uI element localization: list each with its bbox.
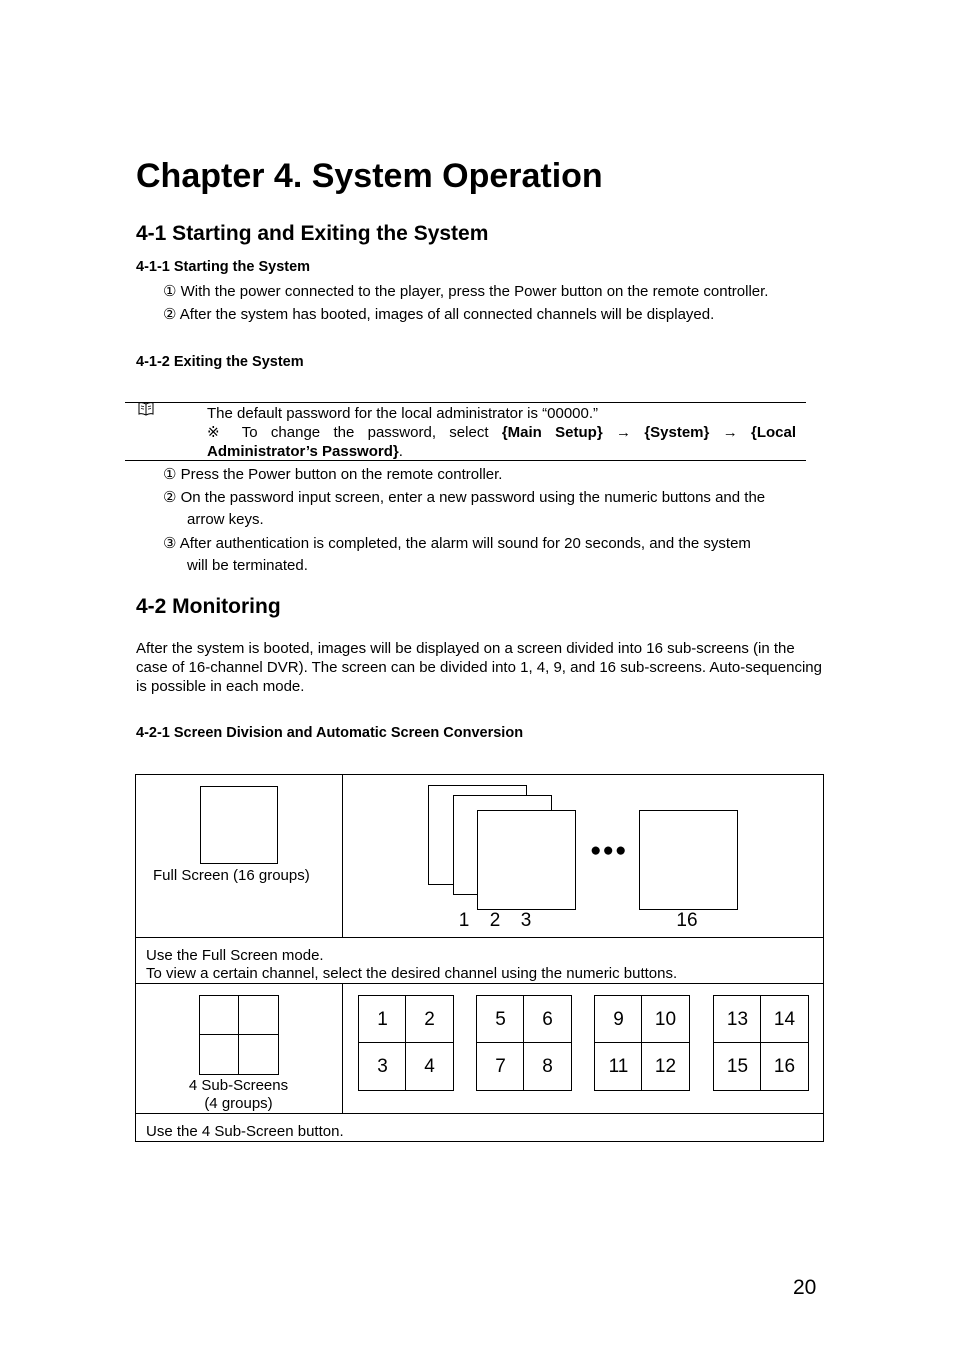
channel-number: 6 [542, 1009, 553, 1030]
monitoring-paragraph: After the system is booted, images will be displayed on a screen divided into 16 sub-screens (in the case of 16-channel DVR). The screen can be divided into 1, 4, 9, and 16 sub-screens. Auto-sequencing is possible in each mode. [136, 640, 822, 695]
full-screen-icon [200, 786, 278, 864]
sub4-desc: Use the 4 Sub-Screen button. [146, 1123, 344, 1140]
channel-number: 9 [613, 1009, 624, 1030]
quad-icon-divider [238, 995, 239, 1075]
arrow-right-icon: → [615, 424, 631, 441]
table-divider [135, 983, 824, 984]
chapter-title: Chapter 4. System Operation [136, 157, 603, 195]
quad-icon-divider [199, 1034, 279, 1035]
screen-number: 1 [458, 910, 470, 931]
table-divider [135, 1113, 824, 1114]
quad-group-3 [594, 995, 690, 1091]
menu-system: {System} [644, 424, 710, 441]
list-item: ② On the password input screen, enter a new password using the numeric buttons and the arrow keys. [163, 489, 766, 528]
ellipsis-icon: ●●● [590, 840, 628, 861]
screen-frame [477, 810, 576, 910]
channel-number: 3 [377, 1056, 388, 1077]
note-bottom-rule [125, 460, 806, 461]
note-line-1: The default password for the local administrator is “00000.” [207, 405, 599, 422]
full-screen-desc-1: Use the Full Screen mode. [146, 947, 324, 964]
channel-number: 5 [495, 1009, 506, 1030]
channel-number: 4 [424, 1056, 435, 1077]
subsection-4-1-1-title: 4-1-1 Starting the System [136, 259, 311, 275]
menu-local: {Local [751, 424, 797, 441]
channel-number: 7 [495, 1056, 506, 1077]
channel-number: 13 [726, 1009, 749, 1030]
page-number: 20 [793, 1276, 817, 1299]
note-text [207, 404, 796, 461]
table-divider [342, 774, 343, 937]
list-item: ① Press the Power button on the remote controller. [163, 466, 503, 483]
channel-number: 11 [608, 1056, 629, 1077]
note-line-2: ※ To change the password, select {Main Setup} → {System} → {Local [207, 424, 797, 441]
channel-number: 14 [773, 1009, 796, 1030]
channel-number: 16 [773, 1056, 796, 1077]
book-icon [138, 402, 154, 419]
quad-group-2 [476, 995, 572, 1091]
list-item: ① With the power connected to the player, press the Power button on the remote controller. [163, 283, 769, 300]
quad-group-4 [713, 995, 809, 1091]
note-line-3: Administrator’s Password}. [207, 443, 403, 460]
section-4-2-title: 4-2 Monitoring [136, 595, 281, 618]
channel-number: 1 [377, 1009, 388, 1030]
screen-number: 3 [520, 910, 532, 931]
note-top-rule [125, 402, 806, 403]
channel-number: 12 [654, 1056, 677, 1077]
sub4-label-2: (4 groups) [204, 1095, 273, 1112]
full-screen-desc-2: To view a certain channel, select the desired channel using the numeric buttons. [146, 965, 678, 982]
channel-number: 15 [726, 1056, 749, 1077]
menu-main-setup: {Main Setup} [501, 424, 603, 441]
quad-screen-icon [199, 995, 279, 1075]
section-4-1-title: 4-1 Starting and Exiting the System [136, 222, 489, 245]
table-divider [342, 983, 343, 1113]
table-divider [135, 937, 824, 938]
channel-number: 10 [654, 1009, 677, 1030]
screen-number: 2 [489, 910, 501, 931]
channel-number: 8 [542, 1056, 553, 1077]
screen-frame [639, 810, 738, 910]
channel-number: 2 [424, 1009, 435, 1030]
sub4-label-1: 4 Sub-Screens [188, 1077, 289, 1094]
list-item: ② After the system has booted, images of all connected channels will be displayed. [163, 306, 715, 323]
quad-group-1 [358, 995, 454, 1091]
full-screen-label: Full Screen (16 groups) [153, 867, 310, 884]
arrow-right-icon: → [722, 424, 738, 441]
screen-number: 16 [676, 910, 698, 931]
subsection-4-2-1-title: 4-2-1 Screen Division and Automatic Screen Conversion [136, 725, 524, 741]
subsection-4-1-2-title: 4-1-2 Exiting the System [136, 354, 304, 370]
list-item: ③ After authentication is completed, the alarm will sound for 20 seconds, and the system will be terminated. [163, 535, 751, 574]
